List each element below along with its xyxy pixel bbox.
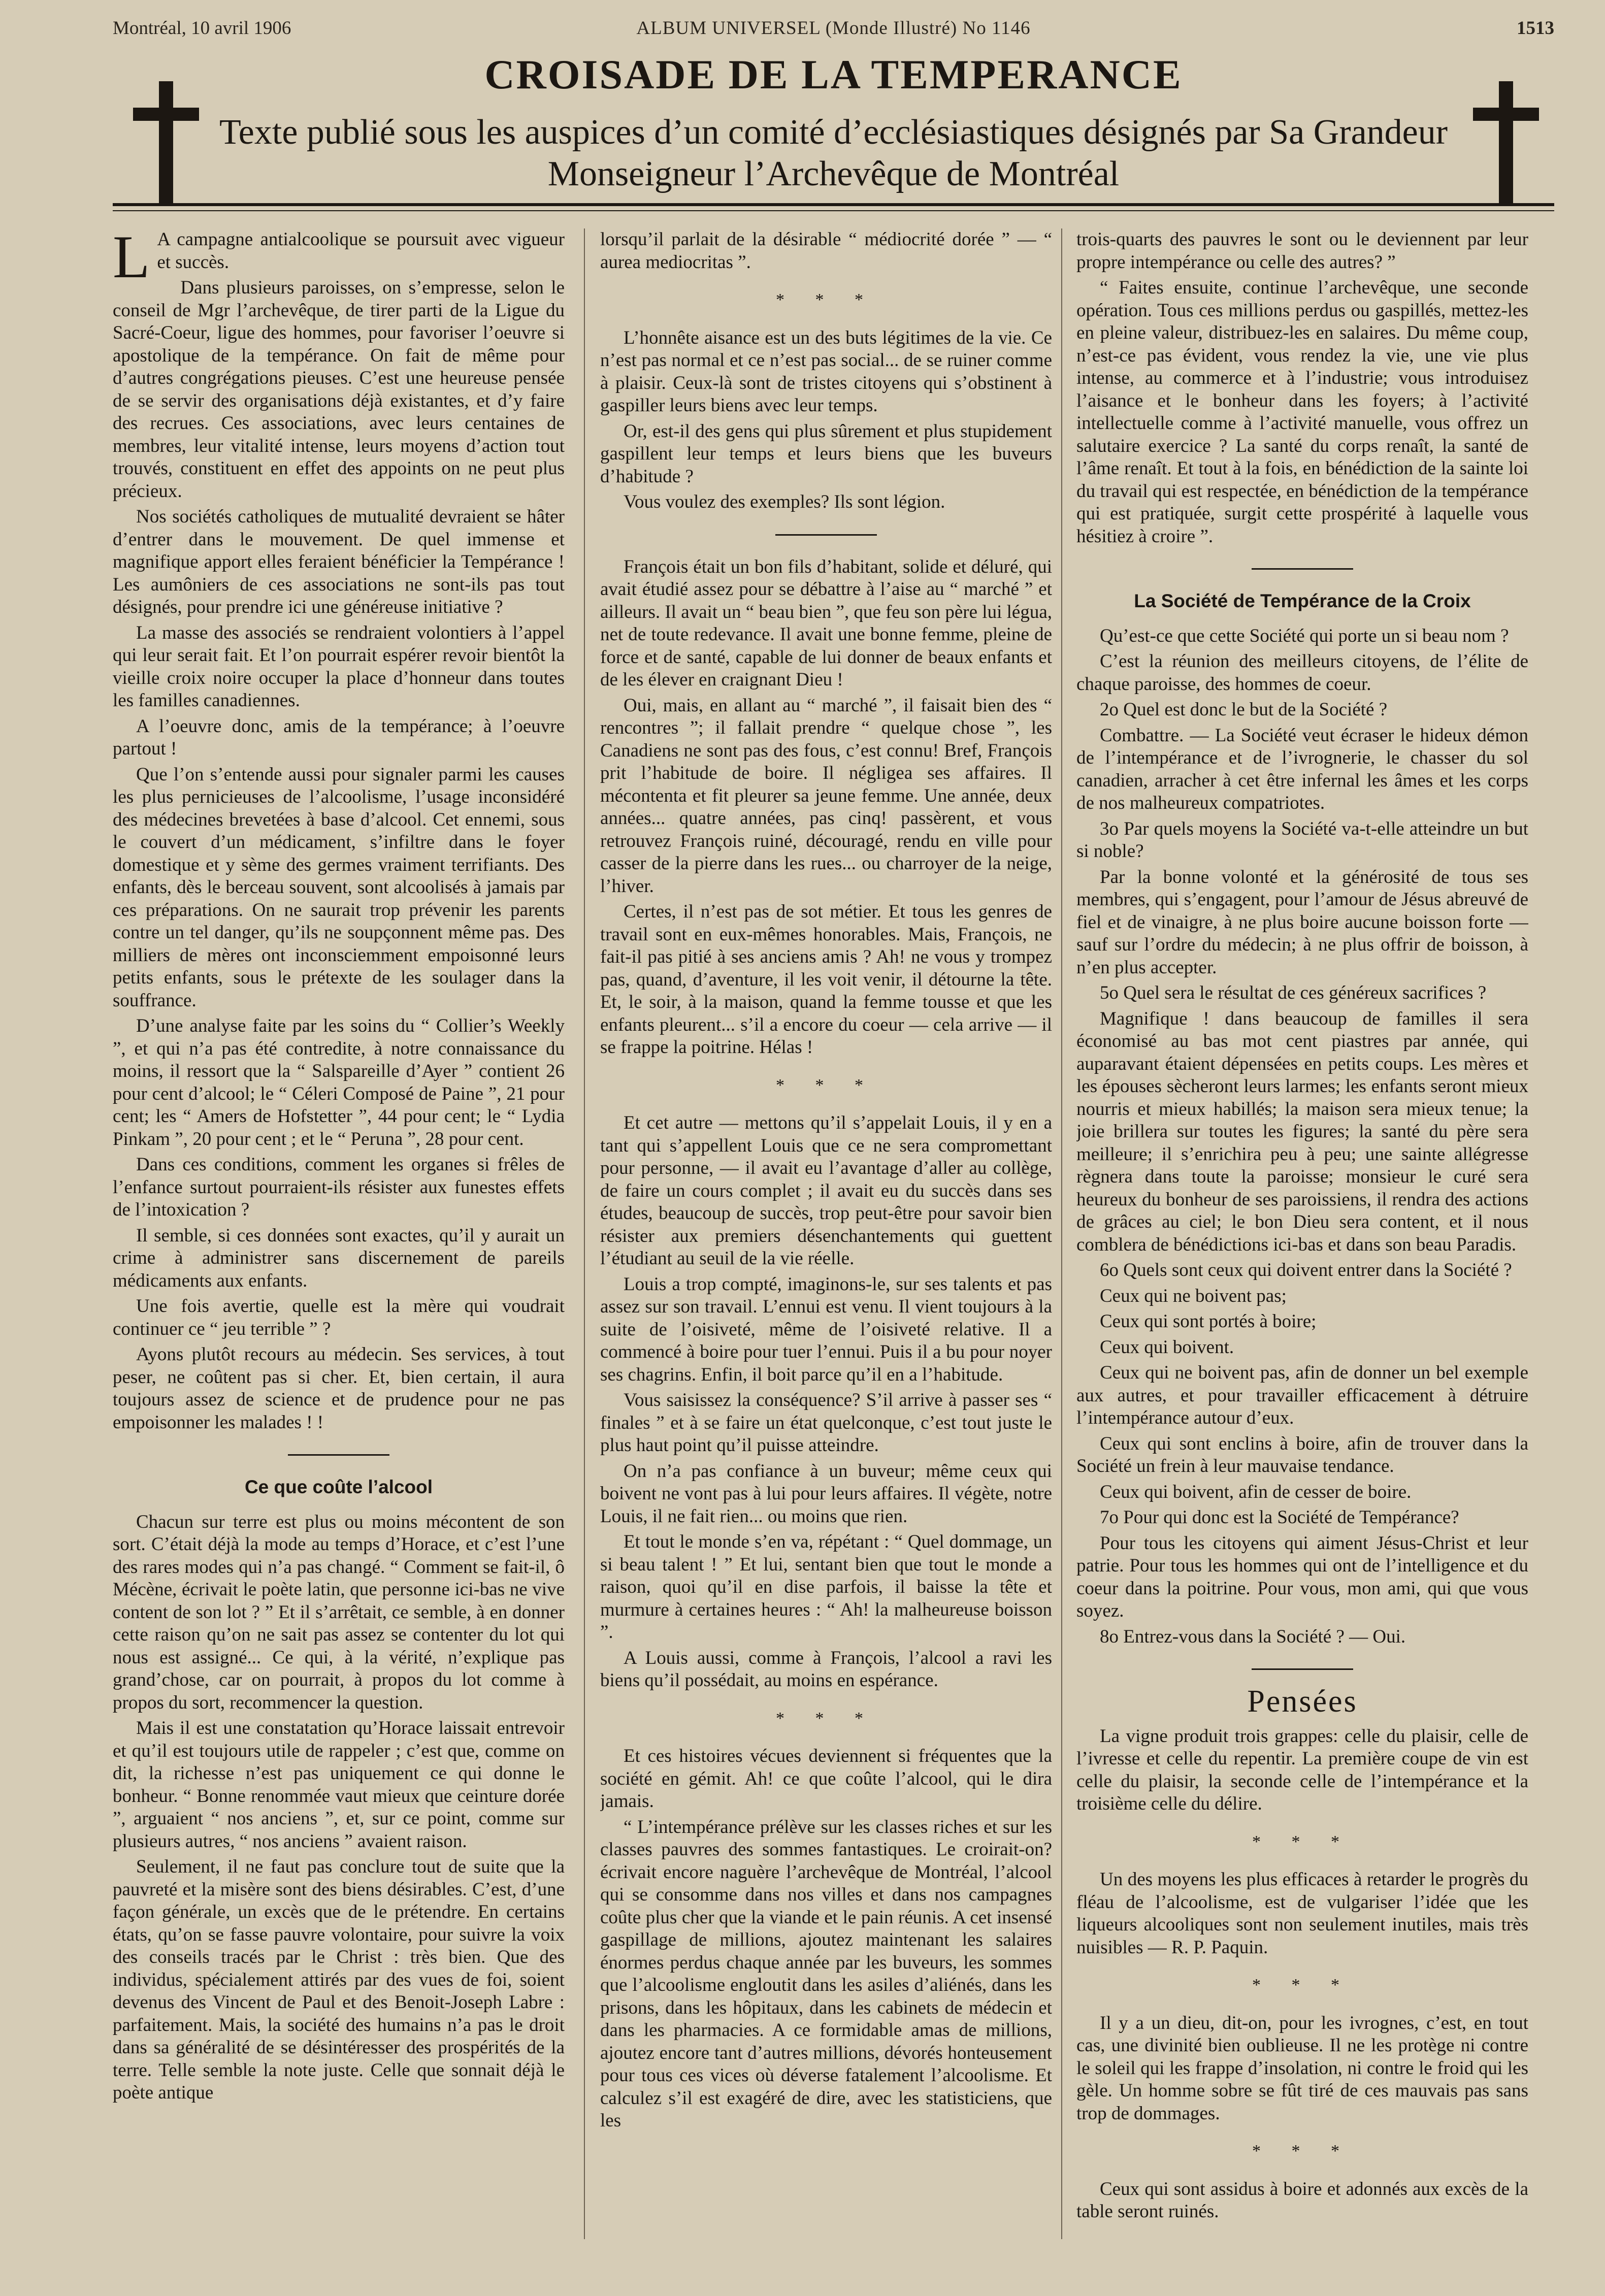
- paragraph: On n’a pas confiance à un buveur; même ceux qui boivent ne vont pas à lui pour leurs affaires. Il végète, notre Louis, il ne fait rien... ou moins que rien.: [600, 1460, 1052, 1527]
- section-separator: [288, 1454, 389, 1456]
- paragraph: “ Faites ensuite, continue l’archevêque, une seconde opération. Tous ces millions perdus ou gaspillés, mettez-les en pleine valeur, distribuez-les en salaires. Du même coup, n’est-ce pas évident, vous rendez la vie, une vie plus intense, au commerce et à l’industrie; vous introduisez l’aisance et le bonheur dans les foyers; à l’activité intellectuelle comme à l’activité manuelle, vous offrez un salutaire exercice ? La santé du corps renaît, la santé de l’âme renaît. Et tout à la fois, en bénédiction de la sainte loi du travail qui est respectée, en bénédiction de la tempérance qui est pratiquée, surgit cette prospérité à laquelle vous hésitiez à croire ”.: [1076, 277, 1528, 547]
- paragraph: Il semble, si ces données sont exactes, qu’il y aurait un crime à administrer sans discernement de pareils médicaments aux enfants.: [113, 1225, 565, 1291]
- column-3: [1076, 228, 1528, 2265]
- question: 2o Quel est donc le but de la Société ?: [1100, 699, 1388, 720]
- paragraph: Dans plusieurs paroisses, on s’empresse, selon le conseil de Mgr l’archevêque, de tirer parti de la Ligue du Sacré-Coeur, ligue des hommes, pour favoriser l’oeuvre si apostolique de la tempérance. On fait de même pour d’autres congrégations pieuses. C’est une heureuse pensée de se servir des organisations déjà existantes, et d’y faire des recrues. Ces associations, avec leurs centaines de membres, leur vitalité intense, leurs moyens d’action tout trouvés, constituent en effet des appoints on ne peut plus précieux.: [113, 277, 565, 502]
- question: 3o Par quels moyens la Société va-t-elle atteindre un but si noble?: [1076, 818, 1528, 862]
- paragraph: A l’oeuvre donc, amis de la tempérance; à l’oeuvre partout !: [113, 715, 565, 759]
- paragraph: “ L’intempérance prélève sur les classes riches et sur les classes pauvres des sommes fantastiques. Le croirait-on? écrivait encore naguère l’archevêque de Montréal, l’alcool qui se consomme dans nos villes et dans nos campagnes coûte plus cher que la viande et le pain réunis. A cet insensé gaspillage de millions, ajoutez maintenant les salaires énormes perdus chaque année par les buveurs, les sommes que l’alcoolisme engloutit dans les asiles d’aliénés, dans les prisons, dans les hôpitaux, dans les cabinets de médecin et dans les pharmacies. A ce formidable amas de millions, ajoutez encore tant d’autres millions, dévorés honteusement pour tous ces vices où déverse fatalement l’alcoolisme. Et calculez s’il est exagéré de dire, avec les statisticiens, que les: [600, 1816, 1052, 2131]
- paragraph: Ayons plutôt recours au médecin. Ses services, à tout peser, ne coûtent pas si cher. Et, bien certain, il aura toujours assez de science et de prudence pour ne pas empoisonner les malades ! !: [113, 1344, 565, 1433]
- paragraph: A Louis aussi, comme à François, l’alcool a ravi les biens qu’il possédait, au moins en espérance.: [600, 1647, 1052, 1691]
- thought: La vigne produit trois grappes: celle du plaisir, celle de l’ivresse et celle du repentir. La première coupe de vin est celle du plaisir, la seconde celle de l’intempérance et la troisième celle du délire.: [1076, 1725, 1528, 1814]
- paragraph: Or, est-il des gens qui plus sûrement et plus stupidement gaspillent leur temps et leurs biens que les buveurs d’habitude ?: [600, 420, 1052, 487]
- paragraph: Et cet autre — mettons qu’il s’appelait Louis, il y en a tant qui s’appellent Louis que ce ne sera compromettant pour personne, — il avait eu l’avantage d’aller au collège, de faire un cours complet ; il avait eu du succès dans ses études, beaucoup de succès, trop peut-être pour savoir bien résister aux premiers désenchantements qui guettent l’étudiant au seuil de la vie réelle.: [600, 1112, 1052, 1269]
- answer: Ceux qui ne boivent pas, afin de donner un bel exemple aux autres, et pour travailler efficacement à détruire l’intempérance autour d’eux.: [1076, 1362, 1528, 1428]
- cross-icon: [133, 81, 199, 203]
- question: 6o Quels sont ceux qui doivent entrer dans la Société ?: [1100, 1260, 1512, 1281]
- section-stars: * * *: [776, 290, 876, 309]
- paragraph: [113, 228, 565, 290]
- paragraph: Seulement, il ne faut pas conclure tout de suite que la pauvreté et la misère sont des biens désirables. C’est, d’une façon générale, un excès que de le prétendre. En certains états, qu’on se fasse pauvre volontaire, pour suivre la voix des conseils tracés par le Christ : très bien. Que des individus, spécialement attirés par des vues de foi, soient devenus des Vincent de Paul et des Benoit-Joseph Labre : parfaitement. Mais, la société des humains n’a pas le droit dans sa généralité de se désintéresser des prospérités de la terre. Telle semble la note juste. Celle que sonnait déjà le poète antique: [113, 1856, 565, 2103]
- list-item: Ceux qui ne boivent pas;: [1100, 1285, 1287, 1306]
- column-2: [600, 228, 1052, 2265]
- column-1: [113, 228, 565, 2265]
- list-item: Ceux qui sont portés à boire;: [1100, 1311, 1317, 1332]
- paragraph: Et tout le monde s’en va, répétant : “ Quel dommage, un si beau talent ! ” Et lui, sentant bien que tout le monde a raison, quoi qu’il en dise parfois, il baisse la tête et murmure à certaines heures : “ Ah! la malheureuse boisson ”.: [600, 1531, 1052, 1643]
- column-divider: [584, 228, 585, 2239]
- paragraph: D’une analyse faite par les soins du “ Collier’s Weekly ”, et qui n’a pas été contredite, à notre connaissance du moins, il ressort que la “ Salspareille d’Ayer ” contient 26 pour cent d’alcool; le “ Céleri Composé de Paine ”, 21 pour cent; les “ Amers de Hofstetter ”, 44 pour cent; le “ Lydia Pinkam ”, 20 pour cent ; et le “ Peruna ”, 28 pour cent.: [113, 1015, 565, 1150]
- thought: Ceux qui sont assidus à boire et adonnés aux excès de la table seront ruinés.: [1076, 2178, 1528, 2222]
- thought: Il y a un dieu, dit-on, pour les ivrognes, c’est, en tout cas, une divinité bien oublieuse. Il ne les protège ni contre le soleil qui les frappe d’insolation, ni contre le froid qui les gèle. Un homme sobre se fût tiré de ces mauvais pas sans trop de dommages.: [1076, 2012, 1528, 2124]
- section-stars: * * *: [1252, 1976, 1353, 1994]
- answer: Ceux qui boivent, afin de cesser de boire.: [1100, 1481, 1412, 1502]
- paragraph: Oui, mais, en allant au “ marché ”, il faisait bien des “ rencontres ”; il fallait prendre “ quelque chose ”, les Canadiens ne sont pas des fous, c’est connu! Bref, François prit l’habitude de boire. Il négligea ses affaires. Il mécontenta et fit pleurer sa jeune femme. Une année, deux années... quatre années, pas cinq! passèrent, et vous retrouvez François ruiné, découragé, rendu en ville pour casser de la pierre dans les rues... ou charroyer de la neige, l’hiver.: [600, 695, 1052, 897]
- section-stars: * * *: [776, 1075, 876, 1095]
- paragraph: François était un bon fils d’habitant, solide et déluré, qui avait étudié assez pour se débattre à l’aise au “ marché ” et ailleurs. Il avait un “ beau bien ”, que feu son père lui légua, net de toute redevance. Il avait une bonne femme, pleine de force et de santé, capable de lui donner de beaux enfants et de les élever en craignant Dieu !: [600, 556, 1052, 690]
- subtitle-line-2: Monseigneur l’Archevêque de Montréal: [547, 154, 1120, 193]
- paragraph: L’honnête aisance est un des buts légitimes de la vie. Ce n’est pas normal et ce n’est pas social... de se ruiner comme à plaisir. Ceux-là sont de tristes citoyens qui s’obstinent à gaspiller leurs biens avec leur temps.: [600, 327, 1052, 416]
- question: 7o Pour qui donc est la Société de Tempérance?: [1100, 1507, 1459, 1528]
- section-heading: La Société de Tempérance de la Croix: [1134, 591, 1471, 611]
- paragraph: trois-quarts des pauvres le sont ou le deviennent par leur propre intempérance ou celle des autres? ”: [1076, 229, 1528, 273]
- question: 5o Quel sera le résultat de ces généreux sacrifices ?: [1100, 982, 1487, 1003]
- paragraph: Dans ces conditions, comment les organes si frêles de l’enfance surtout pourraient-ils résister aux funestes effets de l’intoxication ?: [113, 1154, 565, 1220]
- answer: C’est la réunion des meilleurs citoyens, de l’élite de chaque paroisse, des hommes de coeur.: [1076, 651, 1528, 695]
- answer: Par la bonne volonté et la générosité de tous ses membres, qui s’engagent, pour l’amour de Jésus abreuvé de fiel et de vinaigre, à ne plus boire aucune boisson forte — sauf sur l’ordre du médecin; à ne plus offrir de boisson, à n’en plus accepter.: [1076, 866, 1528, 978]
- paragraph: Vous saisissez la conséquence? S’il arrive à passer ses “ finales ” et à se faire un état quelconque, c’est tout juste le plus haut point qu’il puisse atteindre.: [600, 1390, 1052, 1456]
- masthead: [113, 51, 1554, 213]
- paragraph: Une fois avertie, quelle est la mère qui voudrait continuer ce “ jeu terrible ” ?: [113, 1296, 565, 1339]
- article-title: CROISADE DE LA TEMPERANCE: [484, 51, 1183, 97]
- list-item: Ceux qui boivent.: [1100, 1336, 1234, 1358]
- paragraph: Louis a trop compté, imaginons-le, sur ses talents et pas assez sur son travail. L’ennui est venu. Il vient toujours à la suite de l’oisiveté, même de l’oisiveté relative. Il a commencé à boire pour tuer l’ennui. Puis il a bu pour noyer ses chagrins. Enfin, il boit parce qu’il en a l’habitude.: [600, 1273, 1052, 1385]
- answer: Ceux qui sont enclins à boire, afin de trouver dans la Société un frein à leur mauvaise tendance.: [1076, 1433, 1528, 1477]
- masthead-rule: [113, 203, 1554, 206]
- paragraph: Nos sociétés catholiques de mutualité devraient se hâter d’entrer dans le mouvement. De quel immense et magnifique apport elles feraient bénéficier la Tempérance ! Les aumôniers de ces associations ne sont-ils pas tout désignés, pour prendre ici une généreuse initiative ?: [113, 506, 565, 617]
- issue-date: Montréal, 10 avril 1906: [113, 18, 291, 39]
- paragraph-text: A campagne antialcoolique se poursuit avec vigueur et succès.: [157, 229, 565, 273]
- cross-icon: [1473, 81, 1539, 203]
- running-head: [113, 17, 1554, 48]
- section-heading: Ce que coûte l’alcool: [244, 1477, 433, 1497]
- subtitle-line-1: Texte publié sous les auspices d’un comité d’ecclésiastiques désignés par Sa Grandeur: [219, 113, 1448, 152]
- paragraph: Chacun sur terre est plus ou moins mécontent de son sort. C’était déjà la mode au temps d’Horace, et c’est l’une des rares modes qui n’a pas changé. “ Comment se fait-il, ô Mécène, écrivait le poète latin, que personne ici-bas ne vive content de son lot ? ” Et il s’arrêtait, ce semble, à en donner cette raison qu’on ne sait pas assez se contenter du lot qui nous est assigné... Ce qui, à la vérité, n’explique pas grand’chose, car on pourrait, à propos du lot comme à propos du sort, recommencer la question.: [113, 1511, 565, 1713]
- thought: Un des moyens les plus efficaces à retarder le progrès du fléau de l’alcoolisme, est de vulgariser l’idée que les liqueurs alcooliques sont non seulement inutiles, mais très nuisibles — R. P. Paquin.: [1076, 1869, 1528, 1958]
- answer: Pour tous les citoyens qui aiment Jésus-Christ et leur patrie. Pour tous les hommes qui ont de l’intelligence et du coeur dans la poitrine. Pour vous, mon ami, qui que vous soyez.: [1076, 1532, 1528, 1621]
- section-stars: * * *: [776, 1709, 876, 1728]
- paragraph: Certes, il n’est pas de sot métier. Et tous les genres de travail sont en eux-mêmes honorables. Mais, François, ne fait-il pas pitié à ses anciens amis ? Ah! ne vous y trompez pas, quand, d’aventure, il les voit venir, il détourne la tête. Et, le soir, à la maison, quand la femme tousse et que les enfants pleurent... s’il a encore du coeur — cela arrive — il se frappe la poitrine. Hélas !: [600, 901, 1052, 1058]
- section-stars: * * *: [1252, 2142, 1353, 2160]
- paragraph: Et ces histoires vécues deviennent si fréquentes que la société en gémit. Ah! ce que coûte l’alcool, qui le dira jamais.: [600, 1746, 1052, 1812]
- publication-name: ALBUM UNIVERSEL (Monde Illustré) No 1146: [636, 18, 1031, 39]
- column-divider: [1061, 228, 1062, 2239]
- masthead-rule-thin: [113, 210, 1554, 211]
- drop-cap: L: [113, 228, 150, 290]
- paragraph: lorsqu’il parlait de la désirable “ médiocrité dorée ” — “ aurea mediocritas ”.: [600, 229, 1052, 273]
- answer: Combattre. — La Société veut écraser le hideux démon de l’intempérance et de l’ivrognerie, le chasser du sol canadien, arracher à cet être infernal les âmes et les corps de nos malheureux compatriotes.: [1076, 725, 1528, 813]
- paragraph: Que l’on s’entende aussi pour signaler parmi les causes les plus pernicieuses de l’alcoolisme, l’usage inconsidéré des médecines brevetées à base d’alcool. Cet ennemi, sous le couvert d’un médicament, s’infiltre dans le foyer domestique et y sème des germes vraiment terrifiants. Des enfants, dès le berceau souvent, sont alcoolisés à jamais par ces préparations. On ne saurait trop prévenir les parents contre un tel danger, qu’ils ne soupçonnent même pas. Des milliers de mères ont inconsciemment empoisonné leurs petits enfants, sous le prétexte de les soulager dans la souffrance.: [113, 764, 565, 1011]
- paragraph: Mais il est une constatation qu’Horace laissait entrevoir et qu’il est toujours utile de rappeler ; c’est que, comme on dit, la richesse n’est pas uniquement ce qui donne le bonheur. “ Bonne renommée vaut mieux que ceinture dorée ”, arguaient “ nos anciens ”, et, sur ce point, comme sur plusieurs autres, “ nos anciens ” avaient raison.: [113, 1718, 565, 1852]
- answer: Magnifique ! dans beaucoup de familles il sera économisé au bas mot cent piastres par année, qui auparavant étaient dépensées en petits coups. Les mères et les épouses sècheront leurs larmes; les enfants seront mieux nourris et mieux habillés; la maison sera mieux tenue; la joie brillera sur toutes les figures; la santé du père sera meilleure; il s’enrichira peu à peu; une sainte allégresse règnera dans toute la paroisse; monsieur le curé sera heureux du bonheur de ses paroissiens, il rendra des actions de grâces au ciel; le bon Dieu sera content, et il nous comblera de bénédictions ici-bas et dans son beau Paradis.: [1076, 1008, 1528, 1255]
- question: 8o Entrez-vous dans la Société ? — Oui.: [1100, 1626, 1406, 1647]
- article-subtitle: [214, 112, 1453, 195]
- paragraph: La masse des associés se rendraient volontiers à l’appel qui leur serait fait. Et l’on pourrait espérer revoir bientôt la vieille croix noire occuper la place d’honneur dans toutes les familles canadiennes.: [113, 622, 565, 711]
- section-separator: [775, 534, 877, 536]
- section-stars: * * *: [1252, 1832, 1353, 1851]
- section-heading: Pensées: [1247, 1684, 1358, 1719]
- paragraph: Vous voulez des exemples? Ils sont légion.: [624, 491, 945, 512]
- question: Qu’est-ce que cette Société qui porte un si beau nom ?: [1100, 625, 1509, 646]
- page-number: 1513: [1517, 18, 1554, 39]
- section-separator: [1252, 1668, 1353, 1670]
- section-separator: [1252, 568, 1353, 570]
